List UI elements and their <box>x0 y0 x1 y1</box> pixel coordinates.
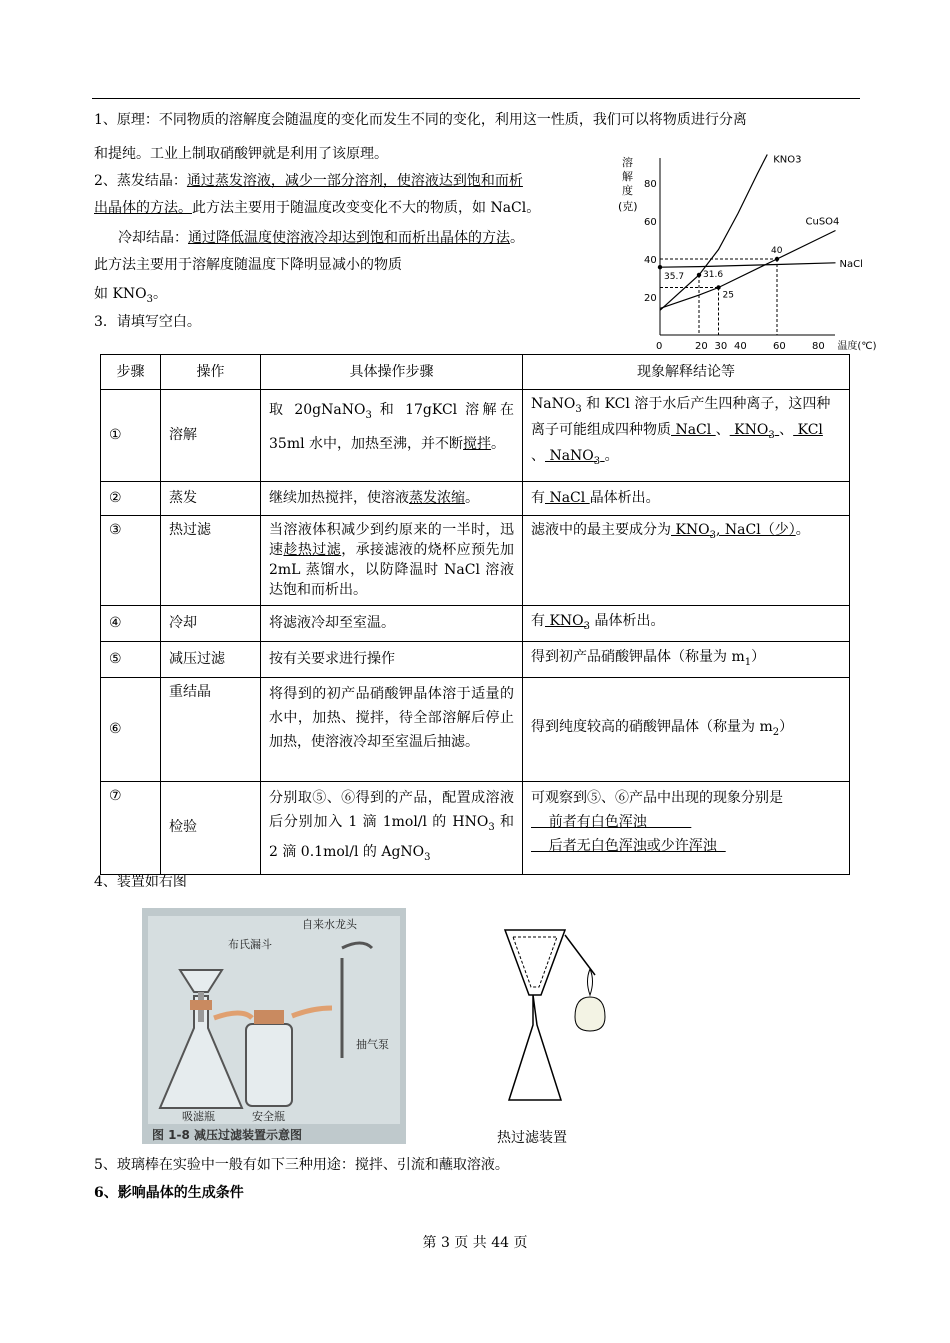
y-tick-label: 40 <box>644 255 657 266</box>
para-cooling-1: 冷却结晶：通过降低温度使溶液冷却达到饱和而析出晶体的方法。 <box>118 230 524 246</box>
step-cell: ⑥ <box>101 678 161 782</box>
para-fill-blank: 3．请填写空白。 <box>94 314 201 330</box>
para-glass-rod: 5、玻璃棒在实验中一般有如下三种用途：搅拌、引流和蘸取溶液。 <box>94 1157 509 1173</box>
table-row <box>101 482 850 516</box>
series-label: KNO3 <box>773 154 802 166</box>
step-cell: ⑤ <box>101 642 161 678</box>
result-cell: 有 $KNO_3$ 晶体析出。 <box>523 606 850 642</box>
step-cell: ② <box>101 482 161 516</box>
data-label: 40 <box>771 246 783 256</box>
step-cell: ① <box>101 390 161 482</box>
operation-cell: 减压过滤 <box>161 642 261 678</box>
x-tick-label: 60 <box>773 341 786 352</box>
detail-cell: 将滤液冷却至室温。 <box>261 606 523 642</box>
data-point <box>697 273 701 277</box>
y-tick-label: 80 <box>644 179 657 190</box>
para-principle-2: 和提纯。工业上制取硝酸钾就是利用了该原理。 <box>94 146 388 162</box>
ylabel-char-3: 度 <box>622 184 633 197</box>
detail-cell: 当溶液体积减少到约原来的一半时，迅速趁热过滤，承接滤液的烧杯应预先加 2mL 蒸馏水，以防降温时 NaCl 溶液达饱和而析出。 <box>261 516 523 606</box>
operation-cell: 热过滤 <box>161 516 261 606</box>
detail-cell: 按有关要求进行操作 <box>261 642 523 678</box>
label-tap: 自来水龙头 <box>302 918 357 931</box>
safety-bottle-shape <box>246 1024 292 1106</box>
ylabel-char-4: (克) <box>618 200 638 213</box>
operation-cell: 重结晶 <box>161 678 261 782</box>
data-point <box>716 285 720 289</box>
bottle-stopper <box>254 1010 284 1024</box>
detail-cell: 将得到的初产品硝酸钾晶体溶于适量的水中，加热、搅拌，待全部溶解后停止加热，使溶液冷却至室温后抽滤。 <box>261 678 523 782</box>
series-line-cuso4 <box>660 231 836 309</box>
label-pump: 抽气泵 <box>356 1038 389 1051</box>
y-tick-label: 20 <box>644 293 657 304</box>
data-point <box>658 265 662 269</box>
operation-cell: 蒸发 <box>161 482 261 516</box>
label-funnel: 布氏漏斗 <box>228 938 272 951</box>
table-row <box>101 678 850 782</box>
para-cooling-3: 如 $KNO_3$。 <box>94 286 168 305</box>
series-line-kno3 <box>660 155 767 311</box>
header-result: 现象解释结论等 <box>523 355 850 390</box>
hot-funnel-inner <box>513 937 557 987</box>
table-row <box>101 516 850 606</box>
y-tick-label: 60 <box>644 217 657 228</box>
label-flask: 吸滤瓶 <box>182 1110 215 1123</box>
flame-icon <box>588 969 593 995</box>
para-evaporation-1: 2、蒸发结晶：通过蒸发溶液，减少一部分溶剂，使溶液达到饱和而析 <box>94 173 523 189</box>
detail-cell: 继续加热搅拌，使溶液蒸发浓缩。 <box>261 482 523 516</box>
series-label: CuSO4 <box>805 216 840 228</box>
table-header-row <box>101 355 850 390</box>
hot-filtration-figure <box>495 925 625 1120</box>
step-cell: ⑦ <box>101 782 161 875</box>
para-cooling-2: 此方法主要用于溶解度随温度下降明显减小的物质 <box>94 257 402 273</box>
result-cell: 滤液中的最主要成分为 $KNO_3$, NaCl（少）。 <box>523 516 850 606</box>
data-label: 31.6 <box>703 269 724 280</box>
data-label: 25 <box>722 290 734 301</box>
detail-cell: 取 20gNaNO$_3$ 和 17gKCl 溶解在 35ml 水中，加热至沸，并不断搅拌。 <box>261 390 523 482</box>
table-row <box>101 606 850 642</box>
result-cell: 有 NaCl 晶体析出。 <box>523 482 850 516</box>
data-label: 35.7 <box>664 272 685 283</box>
x-tick-label: 30 <box>714 341 728 352</box>
operation-cell: 检验 <box>161 782 261 875</box>
result-cell: 可观察到⑤、⑥产品中出现的现象分别是 前者有白色浑浊 后者无白色浑浊或少许浑浊 <box>523 782 850 875</box>
steps-table <box>100 354 850 875</box>
para-evaporation-2: 出晶体的方法。此方法主要用于随温度改变变化不大的物质，如 NaCl。 <box>94 200 541 216</box>
top-rule <box>92 98 860 99</box>
ylabel-char-2: 解 <box>622 170 633 183</box>
x-tick-label: 0 <box>656 341 663 352</box>
step-cell: ③ <box>101 516 161 606</box>
page-footer: 第 3 页 共 44 页 <box>422 1235 528 1251</box>
x-tick-label: 80 <box>812 341 825 352</box>
para-apparatus: 4、装置如右图 <box>94 874 187 890</box>
figure1-caption: 图 1-8 减压过滤装置示意图 <box>152 1128 303 1142</box>
figure2-caption: 热过滤装置 <box>497 1130 567 1146</box>
result-cell: 得到纯度较高的硝酸钾晶体（称量为 $m_2$） <box>523 678 850 782</box>
detail-cell: 分别取⑤、⑥得到的产品，配置成溶液后分别加入 1 滴 1mol/l 的 $HNO_3$ 和 2 滴 0.1mol/l 的 AgNO$_3$ <box>261 782 523 875</box>
table-row <box>101 782 850 875</box>
result-cell: 得到初产品硝酸钾晶体（称量为 $m_1$） <box>523 642 850 678</box>
label-bottle: 安全瓶 <box>252 1110 285 1123</box>
table-row <box>101 390 850 482</box>
operation-cell: 冷却 <box>161 606 261 642</box>
rubber-stopper <box>190 1000 212 1010</box>
x-axis-label: 温度(℃) <box>837 341 877 352</box>
conical-flask <box>509 995 561 1100</box>
x-tick-label: 20 <box>695 341 708 352</box>
series-label: NaCl <box>839 258 863 270</box>
para-principle-1: 1、原理：不同物质的溶解度会随温度的变化而发生不同的变化，利用这一性质，我们可以将物质进行分离 <box>94 112 747 128</box>
step-cell: ④ <box>101 606 161 642</box>
x-tick-label: 40 <box>734 341 747 352</box>
table-row <box>101 642 850 678</box>
result-cell: NaNO$_3$ 和 KCl 溶于水后产生四种离子，这四种离子可能组成四种物质 NaCl 、 $KNO_3$ 、 KCl 、 NaNO$_3$ 。 <box>523 390 850 482</box>
solubility-chart <box>610 150 900 360</box>
series-line-nacl <box>660 263 836 267</box>
data-point <box>775 257 779 261</box>
header-step: 步骤 <box>101 355 161 390</box>
para-crystal-conditions: 6、影响晶体的生成条件 <box>94 1185 244 1201</box>
vacuum-filtration-figure <box>142 908 406 1144</box>
header-operation: 操作 <box>161 355 261 390</box>
header-detail: 具体操作步骤 <box>261 355 523 390</box>
alcohol-lamp <box>575 997 605 1031</box>
ylabel-char-1: 溶 <box>622 156 633 169</box>
operation-cell: 溶解 <box>161 390 261 482</box>
